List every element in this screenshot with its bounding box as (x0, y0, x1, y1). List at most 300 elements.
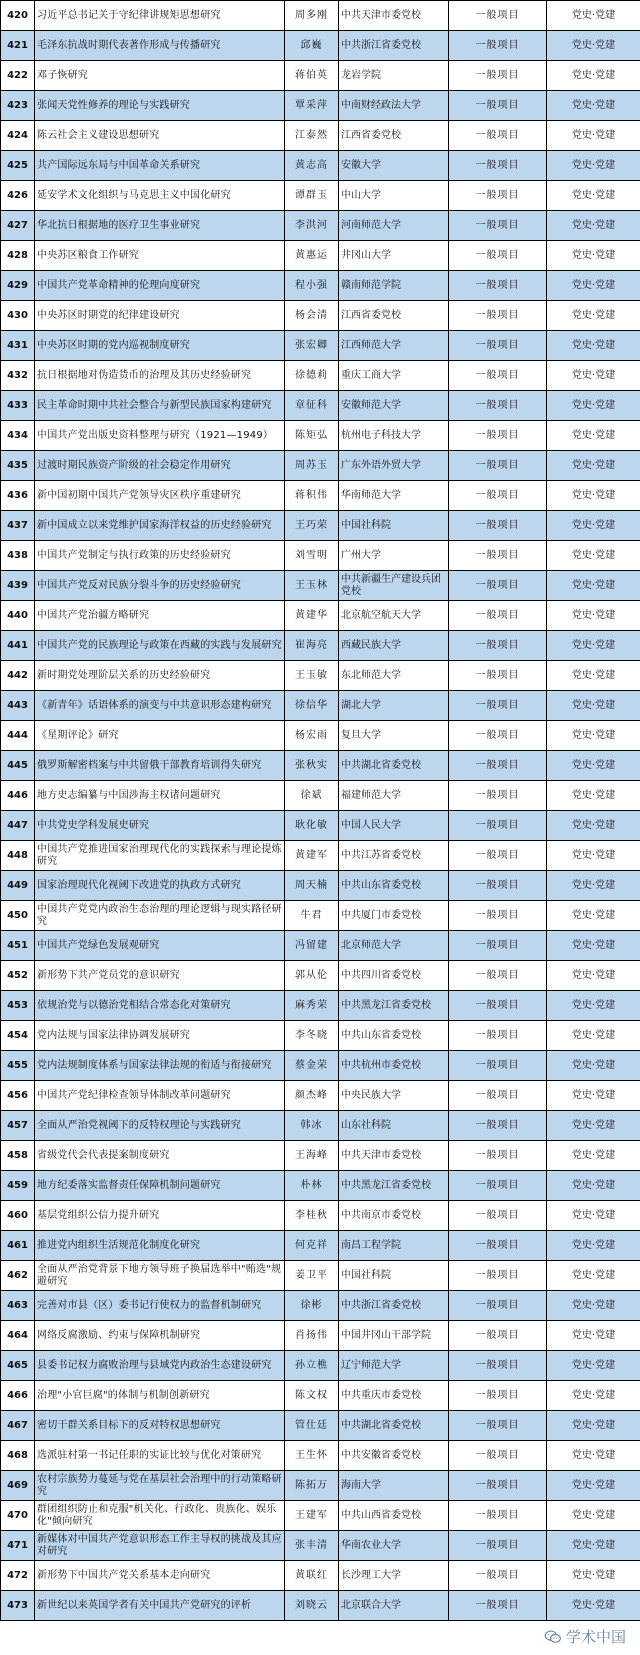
project-type-cell: 一般项目 (449, 1441, 547, 1471)
row-number-cell: 442 (1, 661, 35, 691)
table-row (1, 1381, 640, 1411)
row-number-cell: 449 (1, 871, 35, 901)
institution-cell: 中共杭州市委党校 (339, 1051, 449, 1081)
table-row (1, 691, 640, 721)
principal-name-cell: 黄建华 (285, 601, 339, 631)
table-row (1, 151, 640, 181)
project-type-cell: 一般项目 (449, 421, 547, 451)
discipline-cell: 党史·党建 (547, 1201, 640, 1231)
row-number-cell: 465 (1, 1351, 35, 1381)
project-title-cell: 国家治理现代化视阈下改进党的执政方式研究 (35, 871, 285, 901)
project-type-cell: 一般项目 (449, 241, 547, 271)
discipline-cell: 党史·党建 (547, 1381, 640, 1411)
row-number-cell: 430 (1, 301, 35, 331)
table-row (1, 451, 640, 481)
principal-name-cell: 韩冰 (285, 1111, 339, 1141)
principal-name-cell: 王建军 (285, 1501, 339, 1531)
discipline-cell: 党史·党建 (547, 571, 640, 601)
project-type-cell: 一般项目 (449, 541, 547, 571)
discipline-cell: 党史·党建 (547, 1321, 640, 1351)
principal-name-cell: 肖扬伟 (285, 1321, 339, 1351)
row-number-cell: 473 (1, 1591, 35, 1621)
discipline-cell: 党史·党建 (547, 181, 640, 211)
project-title-cell: 中国共产党的民族理论与政策在西藏的实践与发展研究 (35, 631, 285, 661)
principal-name-cell: 周天楠 (285, 871, 339, 901)
project-title-cell: 习近平总书记关于守纪律讲规矩思想研究 (35, 1, 285, 31)
table-row (1, 1561, 640, 1591)
project-title-cell: 中国共产党出版史资料整理与研究（1921—1949） (35, 421, 285, 451)
discipline-cell: 党史·党建 (547, 1141, 640, 1171)
table-row (1, 1261, 640, 1291)
discipline-cell: 党史·党建 (547, 151, 640, 181)
discipline-cell: 党史·党建 (547, 211, 640, 241)
table-row (1, 1141, 640, 1171)
discipline-cell: 党史·党建 (547, 631, 640, 661)
institution-cell: 中共黑龙江省委党校 (339, 991, 449, 1021)
table-row (1, 1441, 640, 1471)
table-row (1, 1021, 640, 1051)
project-type-cell: 一般项目 (449, 961, 547, 991)
row-number-cell: 434 (1, 421, 35, 451)
institution-cell: 江西师范大学 (339, 331, 449, 361)
project-title-cell: 新媒体对中国共产党意识形态工作主导权的挑战及其应对研究 (35, 1531, 285, 1561)
row-number-cell: 437 (1, 511, 35, 541)
row-number-cell: 448 (1, 841, 35, 871)
institution-cell: 中共天津市委党校 (339, 1141, 449, 1171)
project-title-cell: 陈云社会主义建设思想研究 (35, 121, 285, 151)
project-type-cell: 一般项目 (449, 661, 547, 691)
row-number-cell: 451 (1, 931, 35, 961)
principal-name-cell: 李桂秋 (285, 1201, 339, 1231)
principal-name-cell: 徐斌 (285, 781, 339, 811)
principal-name-cell: 何克祥 (285, 1231, 339, 1261)
table-row (1, 1291, 640, 1321)
table-row (1, 271, 640, 301)
discipline-cell: 党史·党建 (547, 1591, 640, 1621)
project-type-cell: 一般项目 (449, 1501, 547, 1531)
row-number-cell: 466 (1, 1381, 35, 1411)
institution-cell: 龙岩学院 (339, 61, 449, 91)
project-title-cell: 中国共产党治疆方略研究 (35, 601, 285, 631)
discipline-cell: 党史·党建 (547, 1531, 640, 1561)
table-row (1, 601, 640, 631)
project-type-cell: 一般项目 (449, 451, 547, 481)
principal-name-cell: 蒋积伟 (285, 481, 339, 511)
discipline-cell: 党史·党建 (547, 301, 640, 331)
row-number-cell: 455 (1, 1051, 35, 1081)
table-row (1, 1111, 640, 1141)
institution-cell: 辽宁师范大学 (339, 1351, 449, 1381)
principal-name-cell: 崔海亮 (285, 631, 339, 661)
institution-cell: 广州大学 (339, 541, 449, 571)
project-title-cell: 过渡时期民族资产阶级的社会稳定作用研究 (35, 451, 285, 481)
institution-cell: 华南师范大学 (339, 481, 449, 511)
wechat-icon (544, 1630, 562, 1644)
principal-name-cell: 冯留建 (285, 931, 339, 961)
project-title-cell: 新世纪以来英国学者有关中国共产党研究的评析 (35, 1591, 285, 1621)
institution-cell: 中共重庆市委党校 (339, 1381, 449, 1411)
watermark (544, 1626, 626, 1647)
project-type-cell: 一般项目 (449, 721, 547, 751)
institution-cell: 华南农业大学 (339, 1531, 449, 1561)
project-title-cell: 中国共产党党内政治生态治理的理论逻辑与现实路径研究 (35, 901, 285, 931)
discipline-cell: 党史·党建 (547, 1351, 640, 1381)
principal-name-cell: 王生怀 (285, 1441, 339, 1471)
project-title-cell: 新时期党处理阶层关系的历史经验研究 (35, 661, 285, 691)
project-title-cell: 中国共产党绿色发展观研究 (35, 931, 285, 961)
principal-name-cell: 张丰清 (285, 1531, 339, 1561)
project-type-cell: 一般项目 (449, 1051, 547, 1081)
principal-name-cell: 朴林 (285, 1171, 339, 1201)
principal-name-cell: 管仕廷 (285, 1411, 339, 1441)
institution-cell: 中共厦门市委党校 (339, 901, 449, 931)
project-type-cell: 一般项目 (449, 691, 547, 721)
row-number-cell: 456 (1, 1081, 35, 1111)
discipline-cell: 党史·党建 (547, 1021, 640, 1051)
table-row (1, 1591, 640, 1621)
institution-cell: 长沙理工大学 (339, 1561, 449, 1591)
project-type-cell: 一般项目 (449, 391, 547, 421)
principal-name-cell: 王海峰 (285, 1141, 339, 1171)
project-type-cell: 一般项目 (449, 991, 547, 1021)
table-row (1, 961, 640, 991)
project-type-cell: 一般项目 (449, 751, 547, 781)
table-row (1, 1351, 640, 1381)
project-title-cell: 中国共产党反对民族分裂斗争的历史经验研究 (35, 571, 285, 601)
institution-cell: 安徽大学 (339, 151, 449, 181)
project-title-cell: 密切干群关系目标下的反对特权思想研究 (35, 1411, 285, 1441)
discipline-cell: 党史·党建 (547, 1261, 640, 1291)
discipline-cell: 党史·党建 (547, 991, 640, 1021)
project-type-cell: 一般项目 (449, 901, 547, 931)
project-title-cell: 党内法规与国家法律协调发展研究 (35, 1021, 285, 1051)
project-title-cell: 推进党内组织生活规范化制度化研究 (35, 1231, 285, 1261)
table-row (1, 901, 640, 931)
table-row (1, 1531, 640, 1561)
principal-name-cell: 江泰然 (285, 121, 339, 151)
project-title-cell: 中国共产党推进国家治理现代化的实践探索与理论提炼研究 (35, 841, 285, 871)
project-title-cell: 中国共产党纪律检查领导体制改革问题研究 (35, 1081, 285, 1111)
project-title-cell: 新中国初期中国共产党领导灾区秩序重建研究 (35, 481, 285, 511)
principal-name-cell: 黄志高 (285, 151, 339, 181)
discipline-cell: 党史·党建 (547, 1, 640, 31)
row-number-cell: 447 (1, 811, 35, 841)
row-number-cell: 428 (1, 241, 35, 271)
principal-name-cell: 杨宏雨 (285, 721, 339, 751)
project-title-cell: 全面从严治党背景下地方领导班子换届选举中"贿选"规避研究 (35, 1261, 285, 1291)
project-type-cell: 一般项目 (449, 1471, 547, 1501)
project-title-cell: 省级党代会代表提案制度研究 (35, 1141, 285, 1171)
project-type-cell: 一般项目 (449, 781, 547, 811)
row-number-cell: 450 (1, 901, 35, 931)
project-title-cell: 新形势下共产党员党的意识研究 (35, 961, 285, 991)
institution-cell: 中共浙江省委党校 (339, 1291, 449, 1321)
institution-cell: 北京师范大学 (339, 931, 449, 961)
project-type-cell: 一般项目 (449, 1021, 547, 1051)
principal-name-cell: 谭群玉 (285, 181, 339, 211)
discipline-cell: 党史·党建 (547, 391, 640, 421)
institution-cell: 赣南师范学院 (339, 271, 449, 301)
institution-cell: 复旦大学 (339, 721, 449, 751)
project-type-cell: 一般项目 (449, 1411, 547, 1441)
project-type-cell: 一般项目 (449, 31, 547, 61)
row-number-cell: 457 (1, 1111, 35, 1141)
principal-name-cell: 徐信华 (285, 691, 339, 721)
discipline-cell: 党史·党建 (547, 751, 640, 781)
institution-cell: 中共湖北省委党校 (339, 751, 449, 781)
row-number-cell: 422 (1, 61, 35, 91)
discipline-cell: 党史·党建 (547, 691, 640, 721)
institution-cell: 杭州电子科技大学 (339, 421, 449, 451)
table-row (1, 811, 640, 841)
row-number-cell: 433 (1, 391, 35, 421)
institution-cell: 中国社科院 (339, 1261, 449, 1291)
project-type-cell: 一般项目 (449, 631, 547, 661)
institution-cell: 中南财经政法大学 (339, 91, 449, 121)
row-number-cell: 436 (1, 481, 35, 511)
table-row (1, 571, 640, 601)
row-number-cell: 459 (1, 1171, 35, 1201)
institution-cell: 中国井冈山干部学院 (339, 1321, 449, 1351)
row-number-cell: 446 (1, 781, 35, 811)
table-row (1, 121, 640, 151)
principal-name-cell: 颜杰峰 (285, 1081, 339, 1111)
row-number-cell: 426 (1, 181, 35, 211)
discipline-cell: 党史·党建 (547, 961, 640, 991)
table-row (1, 391, 640, 421)
discipline-cell: 党史·党建 (547, 901, 640, 931)
table-row (1, 511, 640, 541)
institution-cell: 中共南京市委党校 (339, 1201, 449, 1231)
row-number-cell: 444 (1, 721, 35, 751)
project-type-cell: 一般项目 (449, 1291, 547, 1321)
row-number-cell: 469 (1, 1471, 35, 1501)
discipline-cell: 党史·党建 (547, 1051, 640, 1081)
principal-name-cell: 蔡金荣 (285, 1051, 339, 1081)
project-title-cell: 农村宗族势力蔓延与党在基层社会治理中的行动策略研究 (35, 1471, 285, 1501)
project-title-cell: 依规治党与以德治党相结合常态化对策研究 (35, 991, 285, 1021)
discipline-cell: 党史·党建 (547, 1501, 640, 1531)
discipline-cell: 党史·党建 (547, 811, 640, 841)
discipline-cell: 党史·党建 (547, 511, 640, 541)
table-row (1, 541, 640, 571)
institution-cell: 中共安徽省委党校 (339, 1441, 449, 1471)
table-row (1, 1471, 640, 1501)
project-title-cell: 毛泽东抗战时期代表著作形成与传播研究 (35, 31, 285, 61)
project-type-cell: 一般项目 (449, 871, 547, 901)
principal-name-cell: 孙立樵 (285, 1351, 339, 1381)
institution-cell: 海南大学 (339, 1471, 449, 1501)
institution-cell: 安徽师范大学 (339, 391, 449, 421)
table-row (1, 991, 640, 1021)
discipline-cell: 党史·党建 (547, 241, 640, 271)
institution-cell: 湖北大学 (339, 691, 449, 721)
table-row (1, 1411, 640, 1441)
project-title-cell: 网络反腐激励、约束与保障机制研究 (35, 1321, 285, 1351)
project-title-cell: 群团组织防止和克服"机关化、行政化、贵族化、娱乐化"倾向研究 (35, 1501, 285, 1531)
principal-name-cell: 周苏玉 (285, 451, 339, 481)
institution-cell: 中国社科院 (339, 511, 449, 541)
table-row (1, 721, 640, 751)
table-row (1, 841, 640, 871)
discipline-cell: 党史·党建 (547, 421, 640, 451)
row-number-cell: 445 (1, 751, 35, 781)
table-row (1, 211, 640, 241)
discipline-cell: 党史·党建 (547, 271, 640, 301)
project-title-cell: 《新青年》话语体系的演变与中共意识形态建构研究 (35, 691, 285, 721)
row-number-cell: 423 (1, 91, 35, 121)
institution-cell: 中共黑龙江省委党校 (339, 1171, 449, 1201)
project-title-cell: 地方史志编纂与中国涉海主权诸问题研究 (35, 781, 285, 811)
project-type-cell: 一般项目 (449, 1111, 547, 1141)
institution-cell: 山东社科院 (339, 1111, 449, 1141)
institution-cell: 江西省委党校 (339, 121, 449, 151)
principal-name-cell: 邱巍 (285, 31, 339, 61)
discipline-cell: 党史·党建 (547, 121, 640, 151)
institution-cell: 福建师范大学 (339, 781, 449, 811)
discipline-cell: 党史·党建 (547, 721, 640, 751)
project-title-cell: 中央苏区时期的党内巡视制度研究 (35, 331, 285, 361)
table-body (1, 1, 640, 1621)
principal-name-cell: 杨会清 (285, 301, 339, 331)
institution-cell: 西藏民族大学 (339, 631, 449, 661)
project-type-cell: 一般项目 (449, 121, 547, 151)
project-type-cell: 一般项目 (449, 481, 547, 511)
table-row (1, 871, 640, 901)
project-type-cell: 一般项目 (449, 571, 547, 601)
table-row (1, 61, 640, 91)
table-row (1, 331, 640, 361)
project-title-cell: 抗日根据地对伪造货币的治理及其历史经验研究 (35, 361, 285, 391)
table-row (1, 1231, 640, 1261)
project-title-cell: 邓子恢研究 (35, 61, 285, 91)
institution-cell: 中共江苏省委党校 (339, 841, 449, 871)
table-row (1, 31, 640, 61)
institution-cell: 中共山西省委党校 (339, 1501, 449, 1531)
table-row (1, 631, 640, 661)
discipline-cell: 党史·党建 (547, 451, 640, 481)
project-title-cell: 共产国际远东局与中国革命关系研究 (35, 151, 285, 181)
principal-name-cell: 蒋伯英 (285, 61, 339, 91)
table-row (1, 181, 640, 211)
project-type-cell: 一般项目 (449, 931, 547, 961)
discipline-cell: 党史·党建 (547, 481, 640, 511)
principal-name-cell: 王玉敏 (285, 661, 339, 691)
row-number-cell: 421 (1, 31, 35, 61)
row-number-cell: 435 (1, 451, 35, 481)
discipline-cell: 党史·党建 (547, 91, 640, 121)
principal-name-cell: 程小强 (285, 271, 339, 301)
institution-cell: 北京联合大学 (339, 1591, 449, 1621)
institution-cell: 中共山东省委党校 (339, 871, 449, 901)
discipline-cell: 党史·党建 (547, 1081, 640, 1111)
institution-cell: 中共湖北省委党校 (339, 1411, 449, 1441)
institution-cell: 广东外语外贸大学 (339, 451, 449, 481)
row-number-cell: 425 (1, 151, 35, 181)
row-number-cell: 427 (1, 211, 35, 241)
project-type-cell: 一般项目 (449, 1591, 547, 1621)
project-title-cell: 《星期评论》研究 (35, 721, 285, 751)
row-number-cell: 470 (1, 1501, 35, 1531)
institution-cell: 中共新疆生产建设兵团党校 (339, 571, 449, 601)
institution-cell: 中共山东省委党校 (339, 1021, 449, 1051)
row-number-cell: 467 (1, 1411, 35, 1441)
row-number-cell: 460 (1, 1201, 35, 1231)
principal-name-cell: 周多刚 (285, 1, 339, 31)
project-type-cell: 一般项目 (449, 181, 547, 211)
institution-cell: 中山大学 (339, 181, 449, 211)
discipline-cell: 党史·党建 (547, 661, 640, 691)
table-row (1, 361, 640, 391)
row-number-cell: 461 (1, 1231, 35, 1261)
row-number-cell: 424 (1, 121, 35, 151)
project-type-cell: 一般项目 (449, 1201, 547, 1231)
project-title-cell: 新中国成立以来党维护国家海洋权益的历史经验研究 (35, 511, 285, 541)
row-number-cell: 462 (1, 1261, 35, 1291)
project-title-cell: 全面从严治党视阈下的反特权理论与实践研究 (35, 1111, 285, 1141)
principal-name-cell: 王巧荣 (285, 511, 339, 541)
project-type-cell: 一般项目 (449, 1531, 547, 1561)
principal-name-cell: 麻秀荣 (285, 991, 339, 1021)
table-row (1, 1201, 640, 1231)
institution-cell: 江西省委党校 (339, 301, 449, 331)
row-number-cell: 431 (1, 331, 35, 361)
principal-name-cell: 徐彬 (285, 1291, 339, 1321)
principal-name-cell: 王玉林 (285, 571, 339, 601)
table-row (1, 301, 640, 331)
project-title-cell: 延安学术文化组织与马克思主义中国化研究 (35, 181, 285, 211)
table-row (1, 1081, 640, 1111)
table-row (1, 931, 640, 961)
discipline-cell: 党史·党建 (547, 541, 640, 571)
discipline-cell: 党史·党建 (547, 1231, 640, 1261)
institution-cell: 中央民族大学 (339, 1081, 449, 1111)
project-title-cell: 完善对市县（区）委书记行使权力的监督机制研究 (35, 1291, 285, 1321)
row-number-cell: 472 (1, 1561, 35, 1591)
table-row (1, 91, 640, 121)
row-number-cell: 432 (1, 361, 35, 391)
discipline-cell: 党史·党建 (547, 61, 640, 91)
discipline-cell: 党史·党建 (547, 931, 640, 961)
table-row (1, 1, 640, 31)
row-number-cell: 452 (1, 961, 35, 991)
principal-name-cell: 黄惠运 (285, 241, 339, 271)
principal-name-cell: 黄建军 (285, 841, 339, 871)
principal-name-cell: 牛君 (285, 901, 339, 931)
project-title-cell: 俄罗斯解密档案与中共留俄干部教育培训得失研究 (35, 751, 285, 781)
row-number-cell: 464 (1, 1321, 35, 1351)
row-number-cell: 440 (1, 601, 35, 631)
row-number-cell: 463 (1, 1291, 35, 1321)
discipline-cell: 党史·党建 (547, 1111, 640, 1141)
project-type-cell: 一般项目 (449, 211, 547, 241)
principal-name-cell: 李冬晓 (285, 1021, 339, 1051)
principal-name-cell: 陈矩弘 (285, 421, 339, 451)
table-row (1, 1171, 640, 1201)
principal-name-cell: 郭从伦 (285, 961, 339, 991)
principal-name-cell: 陈文权 (285, 1381, 339, 1411)
row-number-cell: 453 (1, 991, 35, 1021)
project-type-cell: 一般项目 (449, 841, 547, 871)
institution-cell: 河南师范大学 (339, 211, 449, 241)
project-type-cell: 一般项目 (449, 1141, 547, 1171)
watermark-text: 学术中国 (565, 1628, 626, 1646)
institution-cell: 北京航空航天大学 (339, 601, 449, 631)
project-type-cell: 一般项目 (449, 91, 547, 121)
discipline-cell: 党史·党建 (547, 1441, 640, 1471)
discipline-cell: 党史·党建 (547, 31, 640, 61)
project-type-cell: 一般项目 (449, 1171, 547, 1201)
